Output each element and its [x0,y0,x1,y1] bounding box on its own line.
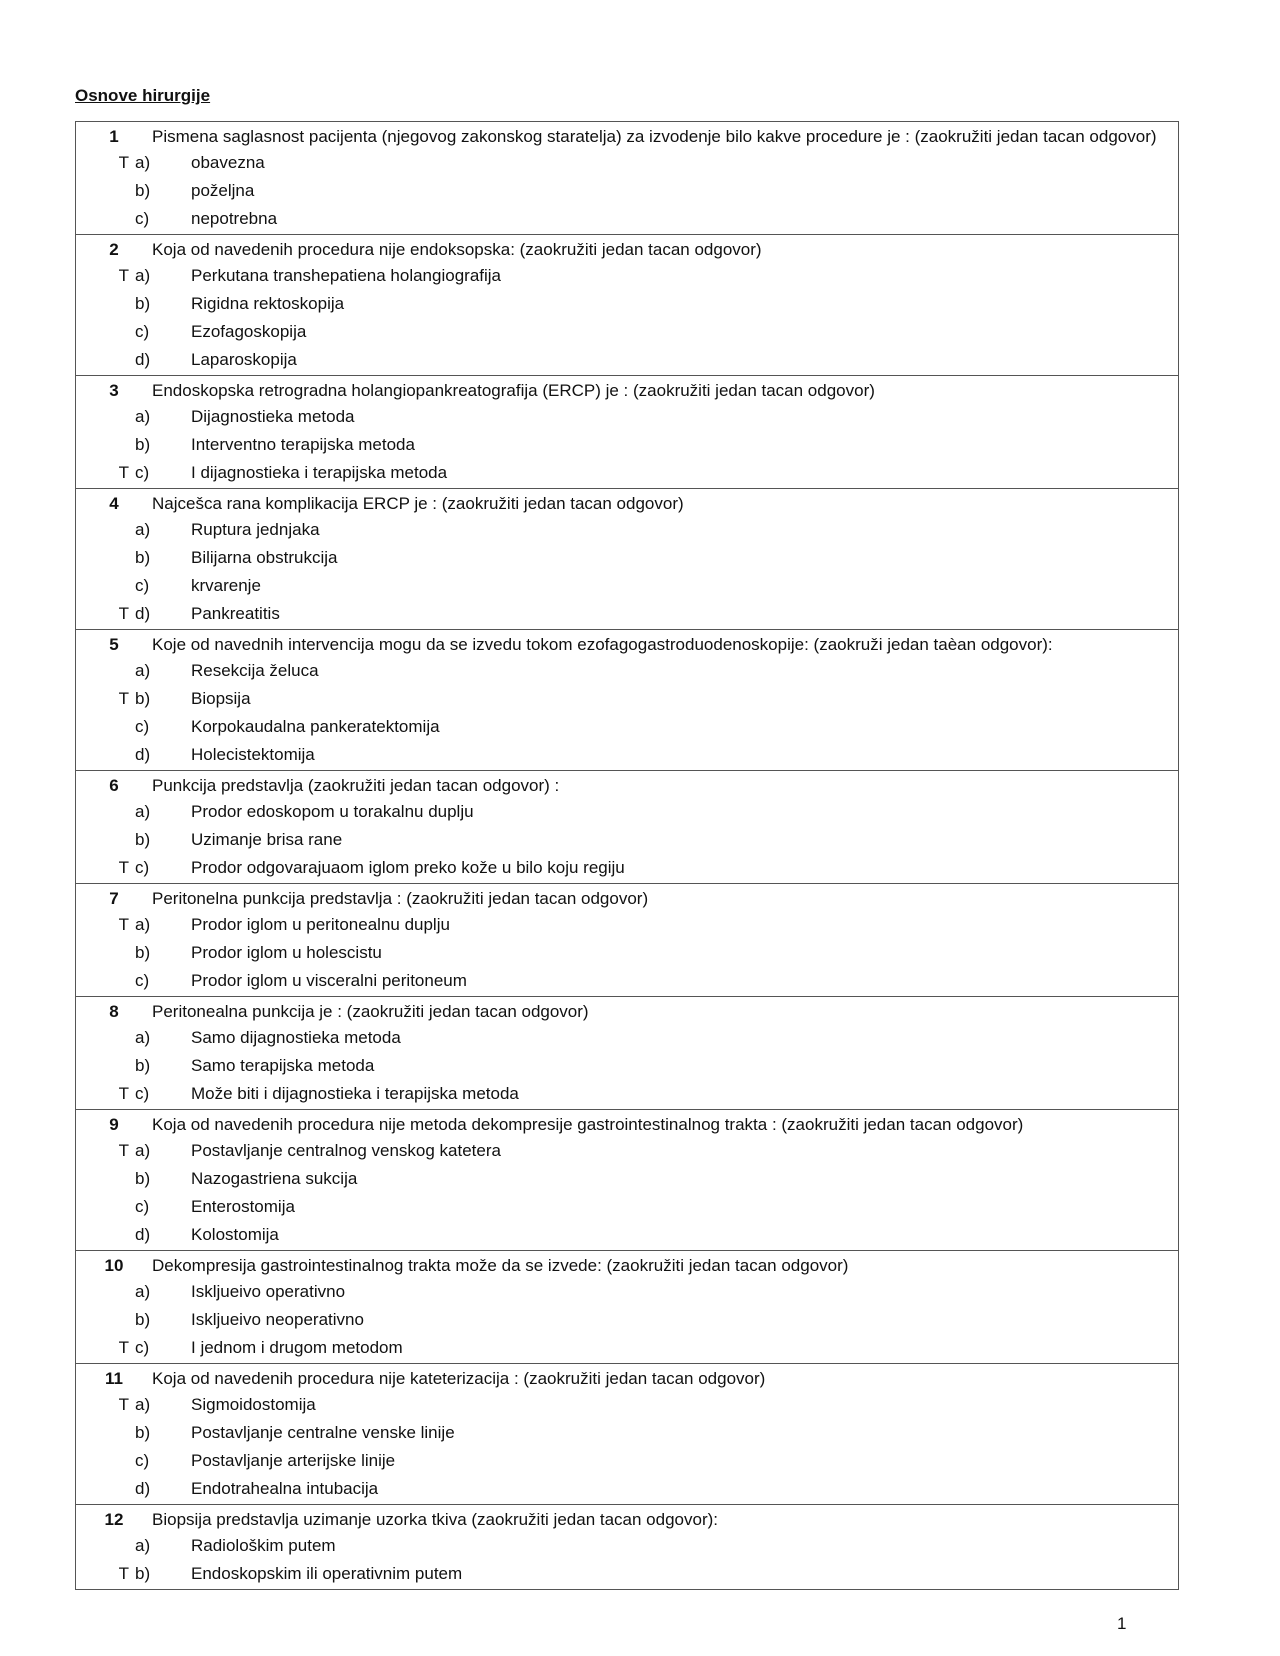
option-letter: b) [135,1169,151,1188]
option-text: Nazogastriena sukcija [191,1169,358,1188]
answer-option [76,854,1178,882]
option-text: Holecistektomija [191,745,315,764]
answer-option [76,1024,1178,1052]
option-text: Postavljanje centralnog venskog katetera [191,1141,501,1160]
option-letter: a) [135,1028,151,1047]
question-number: 11 [105,1369,123,1388]
option-letter: b) [135,830,151,849]
option-letter: c) [135,322,150,341]
question-number: 10 [104,1256,124,1275]
question-text: Endoskopska retrogradna holangiopankreatografija (ERCP) je : (zaokružiti jedan tacan odgovor) [152,381,875,400]
answer-option [76,1334,1178,1362]
correct-answer-mark: T [118,1564,129,1583]
option-letter: a) [135,915,151,934]
option-letter: b) [135,294,151,313]
answer-option [76,1560,1178,1588]
option-text: obavezna [191,153,265,172]
option-text: I jednom i drugom metodom [191,1338,403,1357]
correct-answer-mark [76,318,135,346]
correct-answer-mark [76,798,135,826]
question-block [76,996,1178,1109]
question-block [76,122,1178,234]
answer-option [76,346,1178,374]
correct-answer-mark [76,1052,135,1080]
question-line [76,1253,1178,1278]
question-block [76,375,1178,488]
option-text: Radiološkim putem [191,1536,336,1555]
option-letter: a) [135,661,151,680]
option-letter: d) [135,604,151,623]
option-letter: b) [135,435,151,454]
correct-answer-mark [76,1475,135,1503]
option-letter: a) [135,153,151,172]
option-text: Prodor edoskopom u torakalnu duplju [191,802,474,821]
question-line [76,1112,1178,1137]
option-letter: b) [135,548,151,567]
option-text: Resekcija želuca [191,661,319,680]
question-number: 3 [109,381,119,400]
answer-option [76,290,1178,318]
correct-answer-mark: T [118,689,129,708]
option-text: Dijagnostieka metoda [191,407,355,426]
option-text: Postavljanje arterijske linije [191,1451,396,1470]
option-letter: c) [135,1084,150,1103]
answer-option [76,1419,1178,1447]
option-letter: b) [135,943,151,962]
option-letter: b) [135,689,151,708]
correct-answer-mark: T [118,604,129,623]
correct-answer-mark [76,572,135,600]
option-letter: a) [135,1536,151,1555]
correct-answer-mark [76,826,135,854]
question-text: Pismena saglasnost pacijenta (njegovog zakonskog staratelja) za izvodenje bilo kakve procedure je : (zaokružiti jedan tacan odgovor) [152,127,1157,146]
option-text: Samo dijagnostieka metoda [191,1028,401,1047]
question-block [76,770,1178,883]
question-text: Biopsija predstavlja uzimanje uzorka tkiva (zaokružiti jedan tacan odgovor): [152,1510,719,1529]
answer-option [76,318,1178,346]
question-line [76,773,1178,798]
option-letter: a) [135,802,151,821]
question-text: Koje od navednih intervencija mogu da se izvedu tokom ezofagogastroduodenoskopije: (zaokruži jedan taèan odgovor): [152,635,1053,654]
correct-answer-mark [76,177,135,205]
option-letter: a) [135,266,151,285]
question-number: 4 [109,494,119,513]
question-block [76,1250,1178,1363]
question-block [76,234,1178,375]
option-text: Laparoskopija [191,350,297,369]
question-block [76,1504,1178,1589]
question-text: Najcešca rana komplikacija ERCP je : (zaokružiti jedan tacan odgovor) [152,494,684,513]
question-number: 8 [109,1002,119,1021]
option-letter: d) [135,1225,151,1244]
answer-option [76,826,1178,854]
answer-option [76,939,1178,967]
question-line [76,632,1178,657]
question-number: 6 [109,776,119,795]
option-letter: a) [135,407,151,426]
question-number: 1 [109,127,119,146]
correct-answer-mark [76,516,135,544]
option-text: Iskljueivo neoperativno [191,1310,364,1329]
question-table [75,121,1179,1590]
answer-option [76,1278,1178,1306]
correct-answer-mark [76,205,135,233]
correct-answer-mark [76,1221,135,1249]
option-text: Prodor iglom u visceralni peritoneum [191,971,467,990]
answer-option [76,1137,1178,1165]
option-letter: d) [135,745,151,764]
option-letter: c) [135,971,150,990]
correct-answer-mark [76,1193,135,1221]
option-letter: b) [135,1056,151,1075]
option-text: Prodor odgovarajuaom iglom preko kože u bilo koju regiju [191,858,625,877]
option-letter: b) [135,1310,151,1329]
correct-answer-mark [76,1532,135,1560]
answer-option [76,967,1178,995]
option-letter: a) [135,1395,151,1414]
option-letter: c) [135,463,150,482]
option-text: Rigidna rektoskopija [191,294,345,313]
question-line [76,1366,1178,1391]
question-line [76,237,1178,262]
question-line [76,124,1178,149]
answer-option [76,1221,1178,1249]
answer-option [76,572,1178,600]
question-block [76,488,1178,629]
option-letter: c) [135,717,150,736]
answer-option [76,1447,1178,1475]
answer-option [76,1391,1178,1419]
question-text: Koja od navedenih procedura nije metoda dekompresije gastrointestinalnog trakta : (zaokružiti jedan tacan odgovor) [152,1115,1024,1134]
answer-option [76,544,1178,572]
answer-option [76,205,1178,233]
option-text: Endotrahealna intubacija [191,1479,379,1498]
question-number: 7 [109,889,119,908]
option-letter: b) [135,181,151,200]
correct-answer-mark [76,1306,135,1334]
option-text: nepotrebna [191,209,278,228]
question-text: Peritonelna punkcija predstavlja : (zaokružiti jedan tacan odgovor) [152,889,649,908]
correct-answer-mark: T [118,1338,129,1357]
option-text: Postavljanje centralne venske linije [191,1423,455,1442]
correct-answer-mark [76,431,135,459]
option-text: Iskljueivo operativno [191,1282,346,1301]
question-line [76,999,1178,1024]
question-number: 12 [104,1510,124,1529]
correct-answer-mark: T [118,858,129,877]
question-text: Dekompresija gastrointestinalnog trakta može da se izvede: (zaokružiti jedan tacan odgovor) [152,1256,849,1275]
option-text: Prodor iglom u holescistu [191,943,382,962]
option-letter: c) [135,1197,150,1216]
option-letter: c) [135,1338,150,1357]
question-line [76,491,1178,516]
correct-answer-mark [76,713,135,741]
option-letter: c) [135,1451,150,1470]
option-text: krvarenje [191,576,261,595]
correct-answer-mark [76,1024,135,1052]
question-block [76,1109,1178,1250]
correct-answer-mark: T [118,1141,129,1160]
question-text: Peritonealna punkcija je : (zaokružiti jedan tacan odgovor) [152,1002,589,1021]
option-letter: c) [135,209,150,228]
question-block [76,1363,1178,1504]
option-text: Interventno terapijska metoda [191,435,415,454]
option-text: Korpokaudalna pankeratektomija [191,717,440,736]
answer-option [76,1306,1178,1334]
option-text: Biopsija [191,689,251,708]
correct-answer-mark [76,657,135,685]
option-text: Bilijarna obstrukcija [191,548,338,567]
answer-option [76,177,1178,205]
answer-option [76,1532,1178,1560]
correct-answer-mark: T [118,266,129,285]
option-text: Pankreatitis [191,604,280,623]
question-number: 9 [109,1115,119,1134]
page-title: Osnove hirurgije [75,86,211,105]
option-text: I dijagnostieka i terapijska metoda [191,463,448,482]
option-letter: c) [135,858,150,877]
correct-answer-mark: T [118,463,129,482]
answer-option [76,1193,1178,1221]
option-letter: d) [135,1479,151,1498]
answer-option [76,516,1178,544]
question-line [76,1507,1178,1532]
option-letter: c) [135,576,150,595]
question-text: Koja od navedenih procedura nije kateterizacija : (zaokružiti jedan tacan odgovor) [152,1369,766,1388]
correct-answer-mark [76,346,135,374]
option-text: Samo terapijska metoda [191,1056,375,1075]
answer-option [76,1080,1178,1108]
correct-answer-mark [76,741,135,769]
answer-option [76,911,1178,939]
answer-option [76,713,1178,741]
question-number: 2 [109,240,119,259]
correct-answer-mark: T [118,1084,129,1103]
question-line [76,886,1178,911]
correct-answer-mark [76,939,135,967]
question-block [76,883,1178,996]
correct-answer-mark [76,967,135,995]
answer-option [76,262,1178,290]
option-letter: a) [135,1141,151,1160]
answer-option [76,459,1178,487]
option-letter: b) [135,1564,151,1583]
option-letter: d) [135,350,151,369]
answer-option [76,1052,1178,1080]
option-text: Enterostomija [191,1197,295,1216]
correct-answer-mark [76,1419,135,1447]
answer-option [76,798,1178,826]
question-line [76,378,1178,403]
correct-answer-mark [76,1447,135,1475]
option-text: Prodor iglom u peritonealnu duplju [191,915,450,934]
question-text: Punkcija predstavlja (zaokružiti jedan tacan odgovor) : [152,776,560,795]
answer-option [76,600,1178,628]
option-text: Može biti i dijagnostieka i terapijska metoda [191,1084,519,1103]
option-letter: b) [135,1423,151,1442]
answer-option [76,149,1178,177]
correct-answer-mark [76,1278,135,1306]
correct-answer-mark [76,403,135,431]
correct-answer-mark [76,290,135,318]
question-number: 5 [109,635,119,654]
option-text: Kolostomija [191,1225,279,1244]
question-block [76,629,1178,770]
correct-answer-mark: T [118,1395,129,1414]
page-number: 1 [1117,1614,1127,1633]
option-text: Sigmoidostomija [191,1395,316,1414]
correct-answer-mark: T [118,153,129,172]
question-text: Koja od navedenih procedura nije endoksopska: (zaokružiti jedan tacan odgovor) [152,240,762,259]
option-text: Ezofagoskopija [191,322,307,341]
correct-answer-mark [76,1165,135,1193]
answer-option [76,685,1178,713]
option-letter: a) [135,1282,151,1301]
option-text: Uzimanje brisa rane [191,830,343,849]
option-text: poželjna [191,181,255,200]
answer-option [76,657,1178,685]
answer-option [76,741,1178,769]
answer-option [76,1165,1178,1193]
answer-option [76,1475,1178,1503]
answer-option [76,431,1178,459]
answer-option [76,403,1178,431]
option-text: Ruptura jednjaka [191,520,320,539]
correct-answer-mark [76,544,135,572]
option-letter: a) [135,520,151,539]
option-text: Perkutana transhepatiena holangiografija [191,266,502,285]
correct-answer-mark: T [118,915,129,934]
option-text: Endoskopskim ili operativnim putem [191,1564,463,1583]
